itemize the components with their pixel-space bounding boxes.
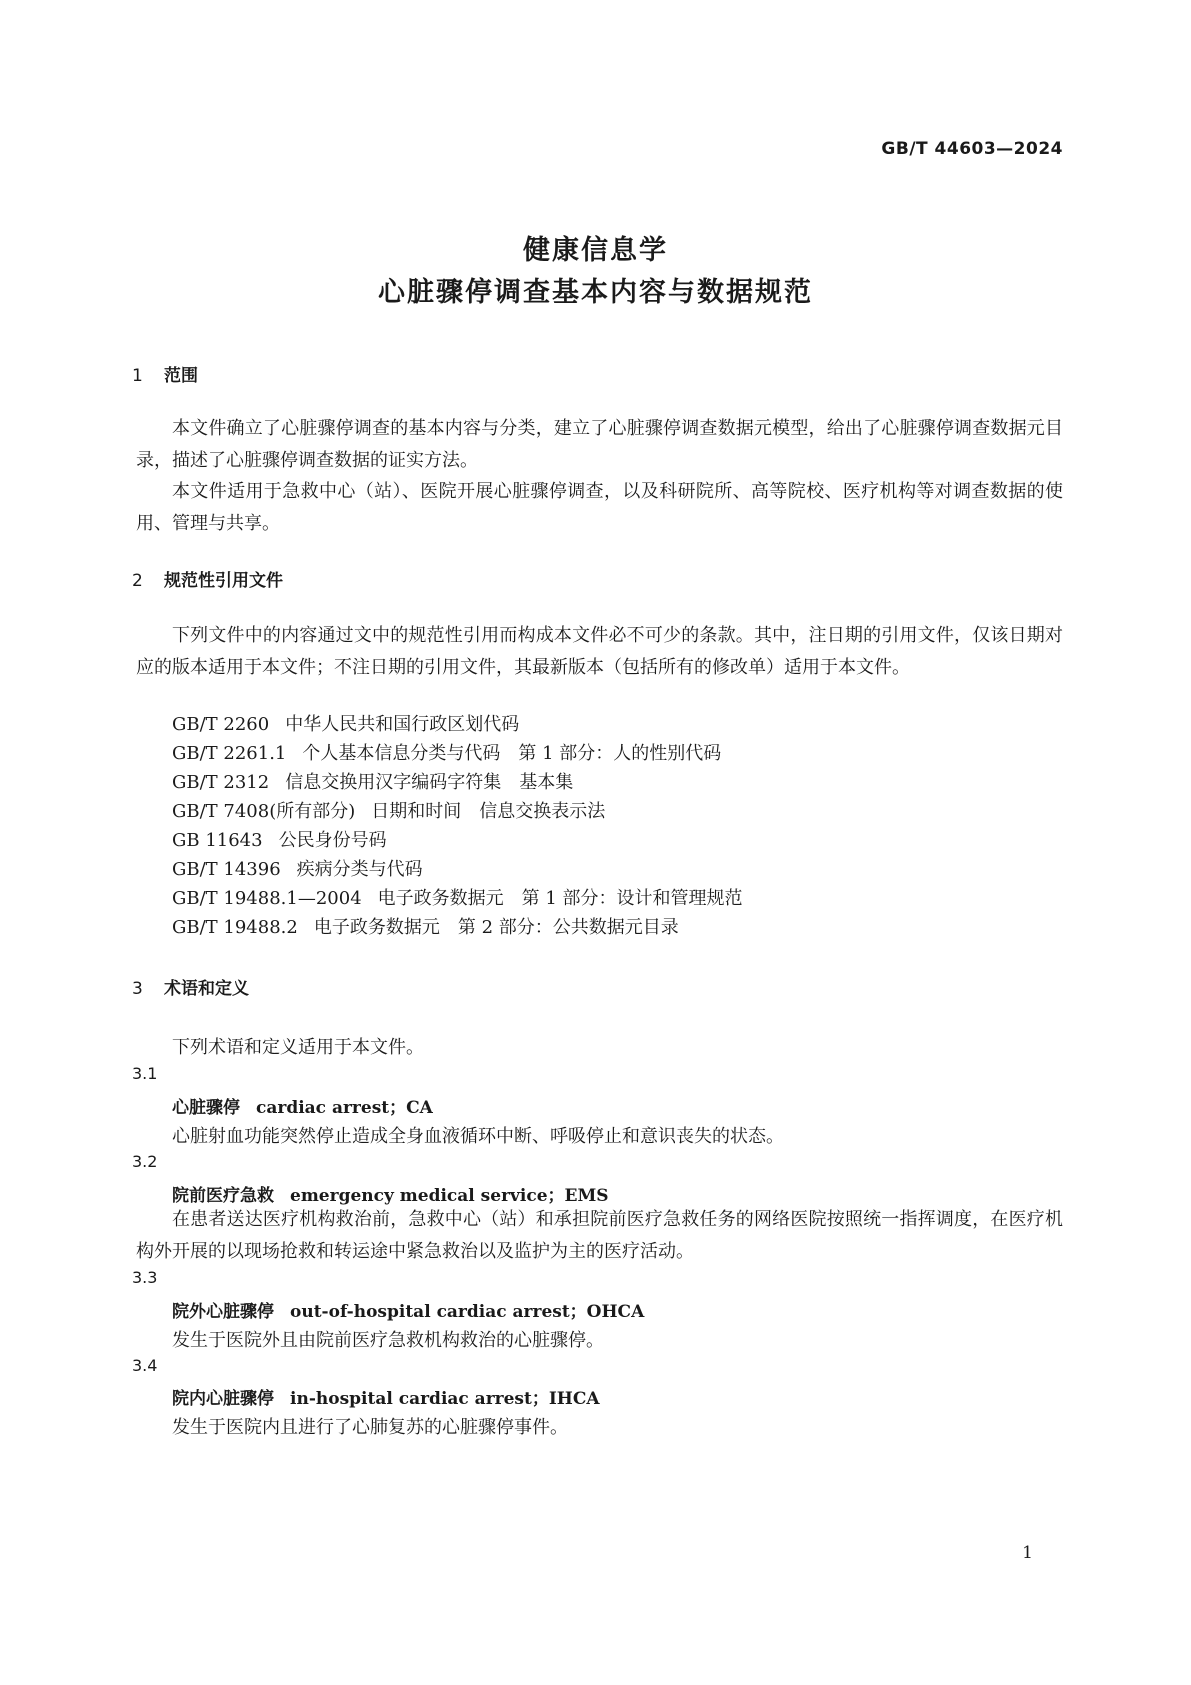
section-title: 术语和定义 (164, 979, 249, 999)
reference-item (172, 855, 423, 881)
section-heading-scope (132, 361, 198, 386)
reference-item (172, 913, 679, 939)
term-entry (172, 1297, 644, 1322)
section-title: 规范性引用文件 (164, 571, 283, 591)
term-definition: 心脏射血功能突然停止造成全身血液循环中断、呼吸停止和意识丧失的状态。 (172, 1126, 784, 1147)
term-definition: 发生于医院内且进行了心肺复苏的心脏骤停事件。 (172, 1417, 568, 1438)
section-number: 3 (132, 979, 143, 999)
reference-title: 电子政务数据元 第 2 部分：公共数据元目录 (313, 917, 679, 938)
scope-paragraph-1: 本文件确立了心脏骤停调查的基本内容与分类，建立了心脏骤停调查数据元模型，给出了心脏骤停调查数据元目录，描述了心脏骤停调查数据的证实方法。 (136, 418, 1063, 471)
reference-code: GB/T 2312 (172, 772, 270, 793)
term-entry (172, 1093, 433, 1118)
reference-code: GB/T 7408(所有部分) (172, 801, 356, 822)
term-zh: 心脏骤停 (172, 1098, 240, 1118)
term-zh: 院前医疗急救 (172, 1186, 274, 1206)
reference-title: 中华人民共和国行政区划代码 (285, 714, 520, 735)
section-heading-normative (132, 566, 283, 591)
term-en: in-hospital cardiac arrest；IHCA (290, 1389, 600, 1409)
reference-code: GB 11643 (172, 830, 263, 851)
normative-intro: 下列文件中的内容通过文中的规范性引用而构成本文件必不可少的条款。其中，注日期的引用文件，仅该日期对应的版本适用于本文件；不注日期的引用文件，其最新版本（包括所有的修改单）适用于本文件。 (136, 625, 1063, 678)
reference-item (172, 797, 605, 823)
term-en: emergency medical service；EMS (290, 1186, 609, 1206)
reference-code: GB/T 14396 (172, 859, 281, 880)
reference-title: 日期和时间 信息交换表示法 (371, 801, 606, 822)
section-heading-terms (132, 974, 249, 999)
term-en: cardiac arrest；CA (256, 1098, 433, 1118)
clause-number: 3.3 (132, 1268, 158, 1287)
term-definition: 发生于医院外且由院前医疗急救机构救治的心脏骤停。 (172, 1330, 604, 1351)
term-zh: 院外心脏骤停 (172, 1302, 274, 1322)
term-entry (172, 1181, 609, 1206)
standard-code: GB/T 44603—2024 (881, 139, 1063, 159)
document-title-line-1: 健康信息学 (523, 235, 668, 266)
term-definition: 在患者送达医疗机构救治前，急救中心（站）和承担院前医疗急救任务的网络医院按照统一指挥调度，在医疗机构外开展的以现场抢救和转运途中紧急救治以及监护为主的医疗活动。 (136, 1209, 1063, 1262)
reference-title: 电子政务数据元 第 1 部分：设计和管理规范 (377, 888, 743, 909)
reference-title: 公民身份号码 (278, 830, 387, 851)
section-number: 1 (132, 366, 143, 386)
term-zh: 院内心脏骤停 (172, 1389, 274, 1409)
clause-number: 3.2 (132, 1152, 158, 1171)
reference-code: GB/T 19488.2 (172, 917, 298, 938)
scope-paragraph-2: 本文件适用于急救中心（站）、医院开展心脏骤停调查，以及科研院所、高等院校、医疗机构等对调查数据的使用、管理与共享。 (136, 481, 1063, 534)
reference-code: GB/T 2260 (172, 714, 270, 735)
reference-item (172, 826, 387, 852)
reference-item (172, 739, 721, 765)
reference-code: GB/T 19488.1—2004 (172, 888, 362, 909)
term-entry (172, 1384, 600, 1409)
reference-item (172, 884, 743, 910)
terms-intro: 下列术语和定义适用于本文件。 (172, 1037, 424, 1058)
clause-number: 3.1 (132, 1064, 158, 1083)
reference-title: 信息交换用汉字编码字符集 基本集 (285, 772, 574, 793)
document-title-line-2: 心脏骤停调查基本内容与数据规范 (378, 277, 813, 308)
reference-title: 疾病分类与代码 (296, 859, 423, 880)
clause-number: 3.4 (132, 1356, 158, 1375)
section-number: 2 (132, 571, 143, 591)
section-title: 范围 (164, 366, 198, 386)
reference-item (172, 768, 573, 794)
page-number: 1 (1022, 1543, 1033, 1563)
reference-code: GB/T 2261.1 (172, 743, 287, 764)
reference-title: 个人基本信息分类与代码 第 1 部分：人的性别代码 (302, 743, 722, 764)
reference-item (172, 710, 519, 736)
term-en: out-of-hospital cardiac arrest；OHCA (290, 1302, 645, 1322)
